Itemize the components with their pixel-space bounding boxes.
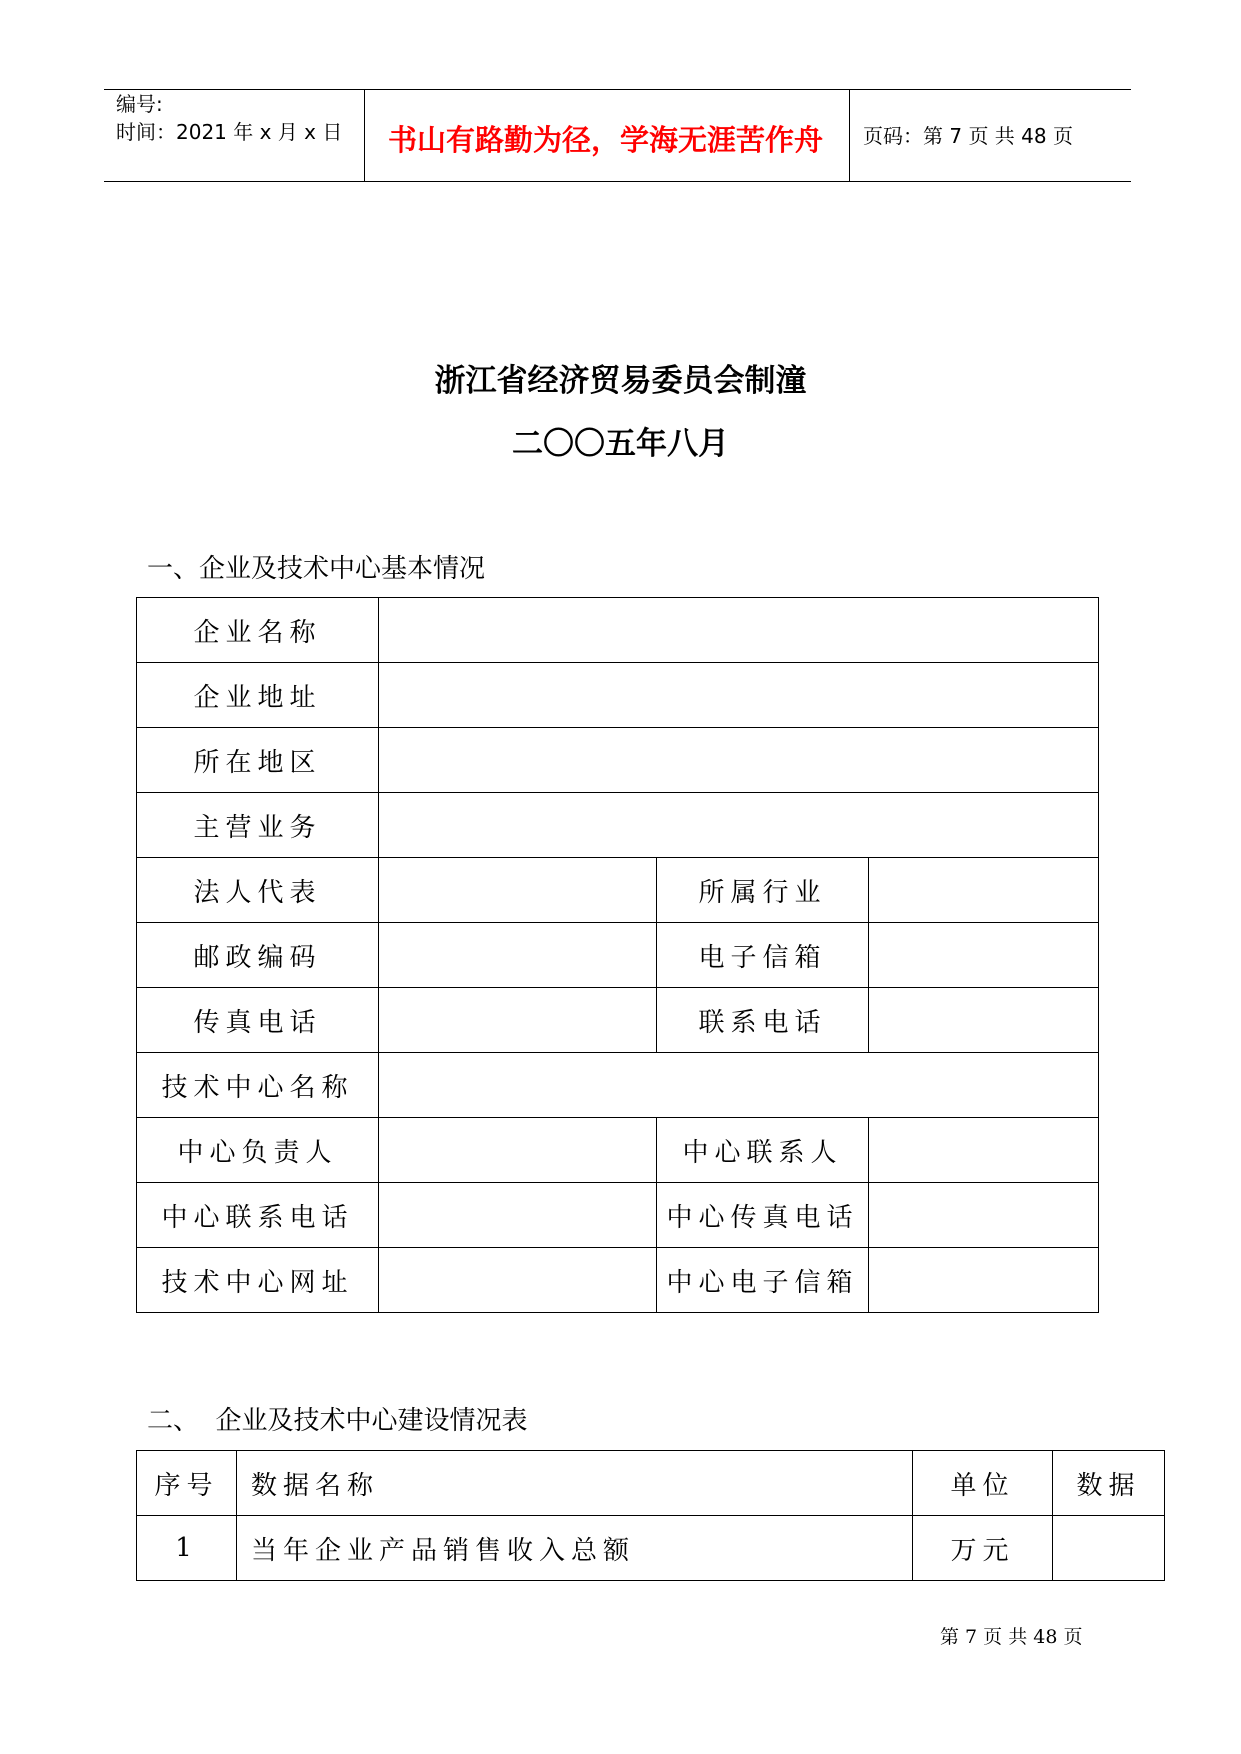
row-name: 当年企业产品销售收入总额 xyxy=(237,1516,913,1581)
table-header-row xyxy=(137,1451,1165,1516)
label-legal-rep: 法人代表 xyxy=(137,858,379,923)
table-row xyxy=(137,793,1099,858)
label-company-address: 企业地址 xyxy=(137,663,379,728)
label-industry: 所属行业 xyxy=(657,858,869,923)
table-row xyxy=(137,1183,1099,1248)
label-region: 所在地区 xyxy=(137,728,379,793)
header-page-code: 页码：第 7 页 共 48 页 xyxy=(863,124,1073,148)
center-head-field[interactable] xyxy=(379,1118,657,1183)
table-row xyxy=(137,728,1099,793)
contact-phone-field[interactable] xyxy=(869,988,1099,1053)
table-row xyxy=(137,923,1099,988)
center-website-field[interactable] xyxy=(379,1248,657,1313)
construction-table xyxy=(136,1450,1165,1581)
label-center-contact: 中心联系人 xyxy=(657,1118,869,1183)
header-divider-right xyxy=(849,89,850,182)
col-header-name: 数据名称 xyxy=(237,1451,913,1516)
postcode-field[interactable] xyxy=(379,923,657,988)
date-line: 二〇〇五年八月 xyxy=(512,426,729,462)
section2-heading: 二、 企业及技术中心建设情况表 xyxy=(147,1406,528,1436)
row-no: 1 xyxy=(137,1516,237,1581)
industry-field[interactable] xyxy=(869,858,1099,923)
label-center-email: 中心电子信箱 xyxy=(657,1248,869,1313)
label-center-head: 中心负责人 xyxy=(137,1118,379,1183)
section1-heading: 一、企业及技术中心基本情况 xyxy=(147,554,486,584)
center-contact-field[interactable] xyxy=(869,1118,1099,1183)
header-motto: 书山有路勤为径，学海无涯苦作舟 xyxy=(388,123,824,157)
center-phone-field[interactable] xyxy=(379,1183,657,1248)
label-fax-phone: 传真电话 xyxy=(137,988,379,1053)
header-number-label: 编号: xyxy=(116,92,163,116)
label-company-name: 企业名称 xyxy=(137,598,379,663)
basic-info-table xyxy=(136,597,1099,1313)
table-row xyxy=(137,1248,1099,1313)
col-header-no: 序号 xyxy=(137,1451,237,1516)
row-data-field[interactable] xyxy=(1053,1516,1165,1581)
label-main-business: 主营业务 xyxy=(137,793,379,858)
header-time-label: 时间：2021 年 x 月 x 日 xyxy=(116,120,343,144)
fax-phone-field[interactable] xyxy=(379,988,657,1053)
label-contact-phone: 联系电话 xyxy=(657,988,869,1053)
table-row xyxy=(137,1053,1099,1118)
row-unit: 万元 xyxy=(913,1516,1053,1581)
center-name-field[interactable] xyxy=(379,1053,1099,1118)
table-row xyxy=(137,1516,1165,1581)
table-row xyxy=(137,663,1099,728)
footer-page-info: 第 7 页 共 48 页 xyxy=(940,1626,1083,1648)
col-header-unit: 单位 xyxy=(913,1451,1053,1516)
legal-rep-field[interactable] xyxy=(379,858,657,923)
header-divider-left xyxy=(364,89,365,182)
col-header-data: 数据 xyxy=(1053,1451,1165,1516)
label-center-name: 技术中心名称 xyxy=(137,1053,379,1118)
table-row xyxy=(137,1118,1099,1183)
center-fax-field[interactable] xyxy=(869,1183,1099,1248)
header-bottom-rule xyxy=(104,181,1131,182)
label-center-website: 技术中心网址 xyxy=(137,1248,379,1313)
email-field[interactable] xyxy=(869,923,1099,988)
company-name-field[interactable] xyxy=(379,598,1099,663)
label-email: 电子信箱 xyxy=(657,923,869,988)
region-field[interactable] xyxy=(379,728,1099,793)
table-row xyxy=(137,598,1099,663)
label-postcode: 邮政编码 xyxy=(137,923,379,988)
main-business-field[interactable] xyxy=(379,793,1099,858)
label-center-phone: 中心联系电话 xyxy=(137,1183,379,1248)
header-top-rule xyxy=(104,89,1131,90)
company-address-field[interactable] xyxy=(379,663,1099,728)
center-email-field[interactable] xyxy=(869,1248,1099,1313)
issuer-line: 浙江省经济贸易委员会制潼 xyxy=(434,363,807,399)
label-center-fax: 中心传真电话 xyxy=(657,1183,869,1248)
table-row xyxy=(137,988,1099,1053)
table-row xyxy=(137,858,1099,923)
